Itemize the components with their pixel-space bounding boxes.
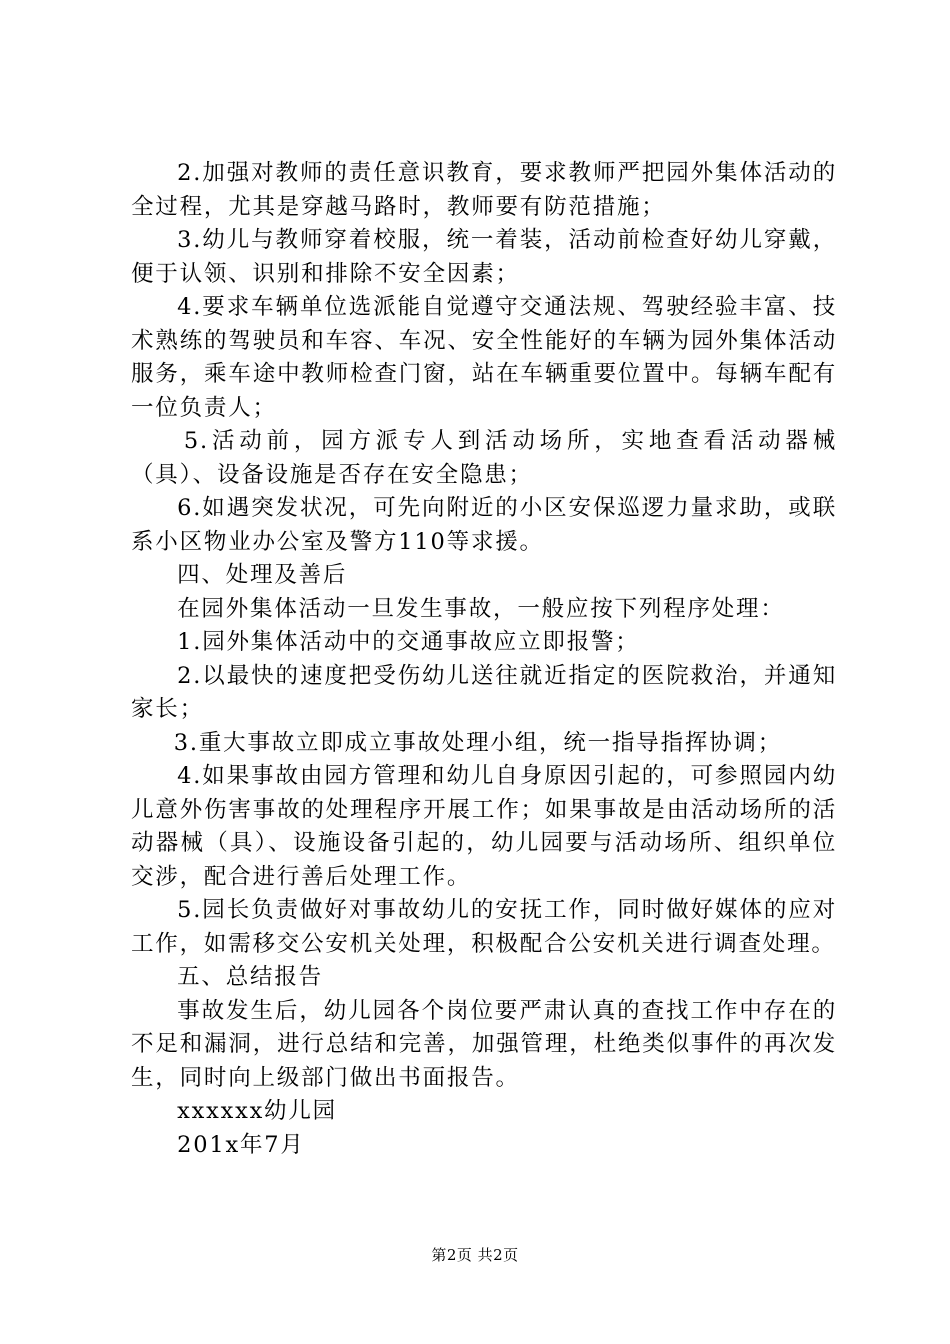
paragraph-item-3: 3.幼儿与教师穿着校服，统一着装，活动前检查好幼儿穿戴，便于认领、识别和排除不安全因素；	[131, 227, 837, 287]
paragraph-intro: 在园外集体活动一旦发生事故，一般应按下列程序处理：	[177, 595, 785, 622]
signature-date: 201x年7月	[177, 1131, 305, 1158]
procedure-item-5: 5.园长负责做好对事故幼儿的安抚工作，同时做好媒体的应对工作，如需移交公安机关处理，积极配合公安机关进行调查处理。	[131, 897, 837, 957]
procedure-item-1: 1.园外集体活动中的交通事故应立即报警；	[177, 629, 640, 655]
paragraph-item-6: 6.如遇突发状况，可先向附近的小区安保巡逻力量求助，或联系小区物业办公室及警方110等求援。	[131, 495, 837, 555]
section-heading-5: 五、总结报告	[177, 964, 323, 990]
procedure-item-4: 4.如果事故由园方管理和幼儿自身原因引起的，可参照园内幼儿意外伤害事故的处理程序开展工作；如果事故是由活动场所的活动器械（具）、设施设备引起的，幼儿园要与活动场所、组织单位交涉，配合进行善后处理工作。	[131, 763, 837, 890]
summary-paragraph: 事故发生后，幼儿园各个岗位要严肃认真的查找工作中存在的不足和漏洞，进行总结和完善，加强管理，杜绝类似事件的再次发生，同时向上级部门做出书面报告。	[131, 997, 837, 1091]
section-heading-4: 四、处理及善后	[177, 562, 348, 588]
page-number-footer: 第2页 共2页	[431, 1246, 519, 1264]
paragraph-item-5: 5.活动前，园方派专人到活动场所，实地查看活动器械（具）、设备设施是否存在安全隐患；	[131, 428, 837, 488]
procedure-item-3: 3.重大事故立即成立事故处理小组，统一指导指挥协调；	[173, 729, 783, 756]
document-body	[131, 157, 837, 1162]
paragraph-item-2: 2.加强对教师的责任意识教育，要求教师严把园外集体活动的全过程，尤其是穿越马路时，教师要有防范措施；	[131, 160, 837, 220]
procedure-item-2: 2.以最快的速度把受伤幼儿送往就近指定的医院救治，并通知家长；	[131, 662, 837, 722]
signature-organization: xxxxxx幼儿园	[177, 1098, 337, 1124]
paragraph-item-4: 4.要求车辆单位选派能自觉遵守交通法规、驾驶经验丰富、技术熟练的驾驶员和车容、车况、安全性能好的车辆为园外集体活动服务，乘车途中教师检查门窗，站在车辆重要位置中。每辆车配有一位负责人；	[131, 294, 837, 421]
